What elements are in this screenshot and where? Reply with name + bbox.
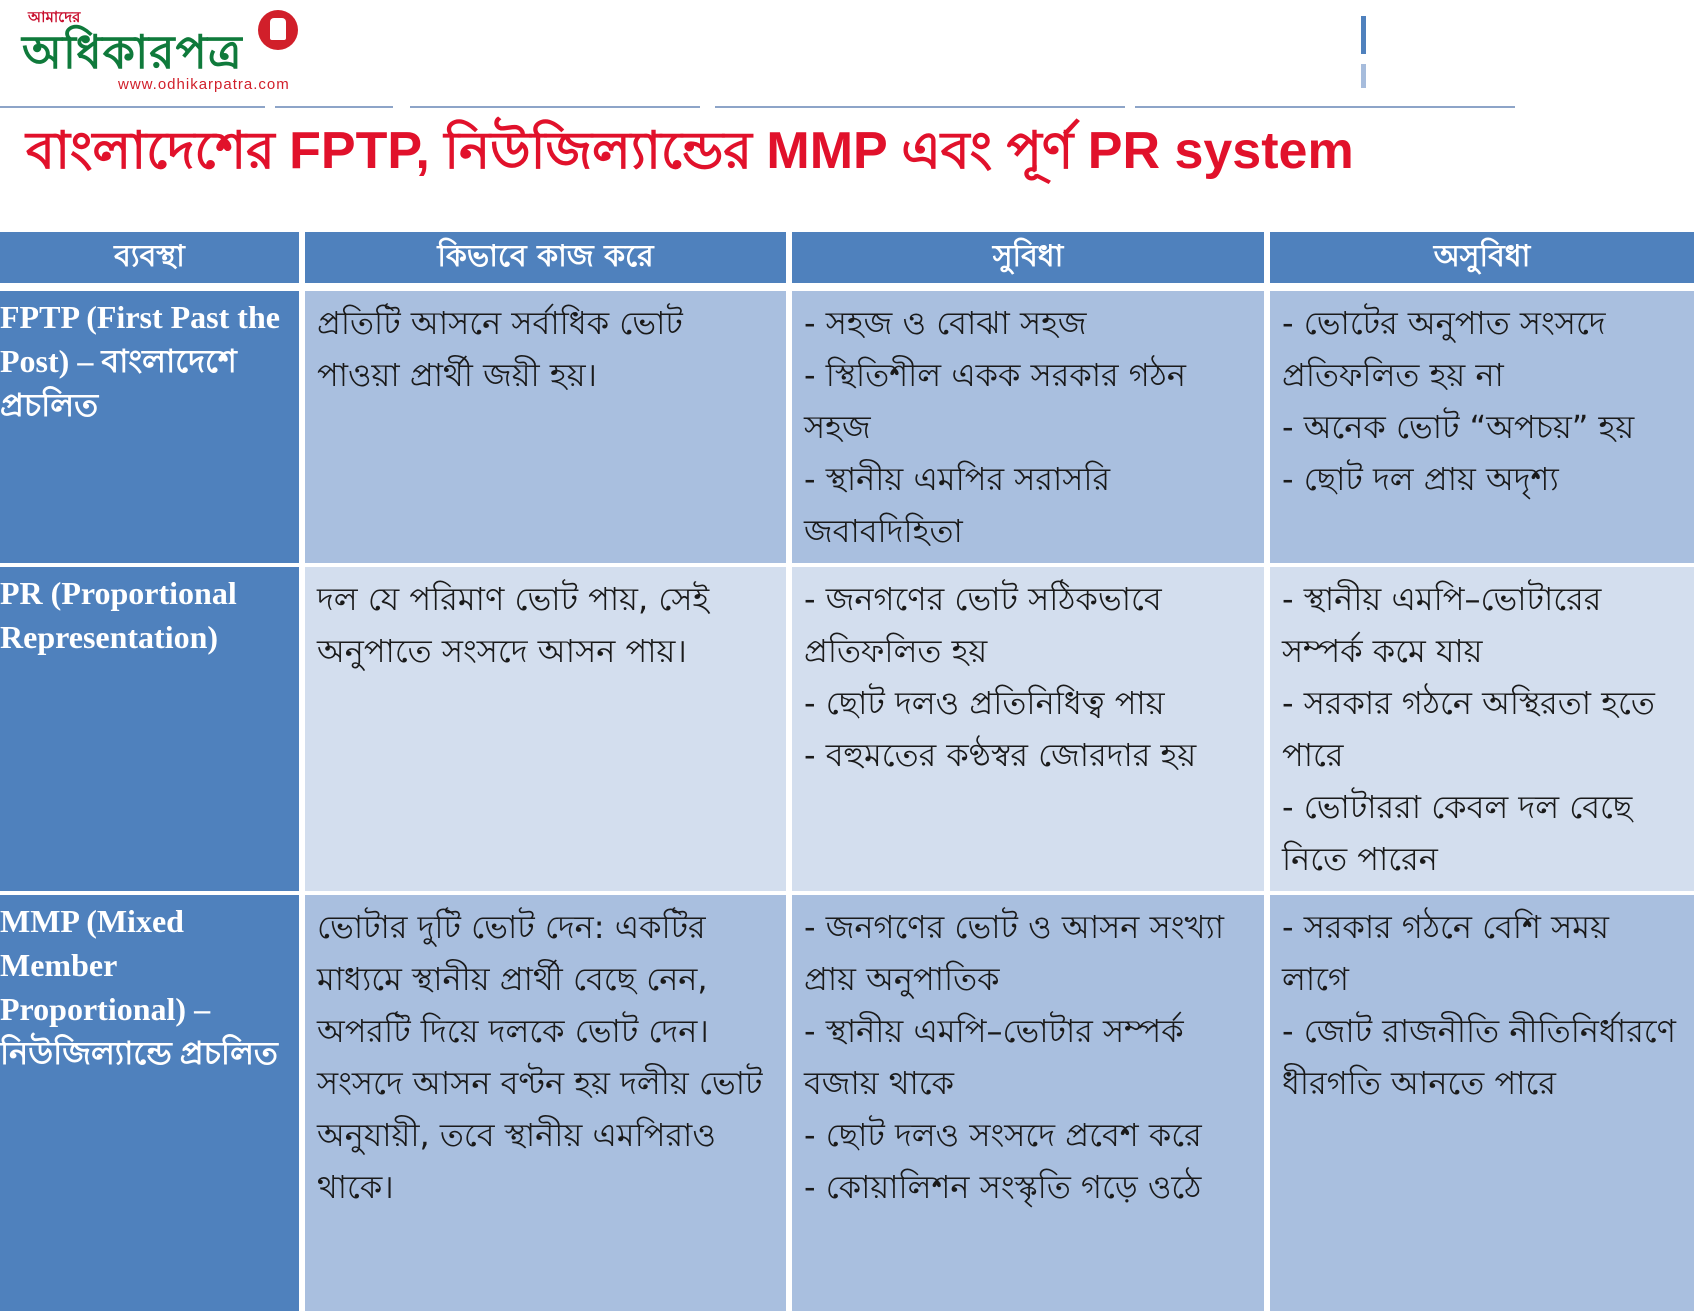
- header-divider: [1135, 106, 1515, 108]
- logo-tagline: আমাদের: [28, 8, 81, 26]
- cell-line: - ছোট দলও প্রতিনিধিত্ব পায়: [804, 684, 1165, 722]
- cell-line: - সরকার গঠনে অস্থিরতা হতে পারে: [1282, 684, 1655, 774]
- column-header: কিভাবে কাজ করে: [305, 232, 792, 291]
- cell-line: - স্থিতিশীল একক সরকার গঠন সহজ: [804, 356, 1186, 446]
- cell-line: - সহজ ও বোঝা সহজ: [804, 304, 1087, 342]
- system-name-cell: MMP (Mixed Member Proportional) – নিউজিল্যান্ডে প্রচলিত: [0, 895, 305, 1315]
- header-divider: [0, 106, 265, 108]
- cell-line: - জোট রাজনীতি নীতিনির্ধারণে ধীরগতি আনতে পারে: [1282, 1012, 1677, 1102]
- cell-line: দল যে পরিমাণ ভোট পায়, সেই অনুপাতে সংসদে আসন পায়।: [317, 580, 710, 670]
- cell-line: - স্থানীয় এমপির সরাসরি জবাবদিহিতা: [804, 460, 1111, 550]
- cell-line: - কোয়ালিশন সংস্কৃতি গড়ে ওঠে: [804, 1168, 1202, 1206]
- cell-line: - ছোট দল প্রায় অদৃশ্য: [1282, 460, 1559, 498]
- system-name-cell: PR (Proportional Representation): [0, 567, 305, 895]
- disadvantages-cell: [1270, 291, 1694, 567]
- table-header-row: [0, 232, 1694, 291]
- raised-fist-icon: [258, 10, 298, 50]
- header-divider: [410, 106, 700, 108]
- cell-line: - স্থানীয় এমপি–ভোটারের সম্পর্ক কমে যায়: [1282, 580, 1602, 670]
- cell-line: - জনগণের ভোট সঠিকভাবে প্রতিফলিত হয়: [804, 580, 1162, 670]
- cell-line: - ছোট দলও সংসদে প্রবেশ করে: [804, 1116, 1202, 1154]
- column-header: অসুবিধা: [1270, 232, 1694, 291]
- cell-line: - বহুমতের কণ্ঠস্বর জোরদার হয়: [804, 736, 1197, 774]
- table-row: [0, 895, 1694, 1315]
- system-name-cell: FPTP (First Past the Post) – বাংলাদেশে প্রচলিত: [0, 291, 305, 567]
- advantages-cell: [792, 291, 1270, 567]
- column-header: ব্যবস্থা: [0, 232, 305, 291]
- table-row: [0, 291, 1694, 567]
- page-title: বাংলাদেশের FPTP, নিউজিল্যান্ডের MMP এবং পূর্ণ PR system: [26, 122, 1354, 180]
- accent-bar-top: [1361, 16, 1366, 54]
- cell-line: - ভোটের অনুপাত সংসদে প্রতিফলিত হয় না: [1282, 304, 1606, 394]
- cell-line: - সরকার গঠনে বেশি সময় লাগে: [1282, 908, 1609, 998]
- site-logo[interactable]: [22, 4, 402, 94]
- cell-line: - জনগণের ভোট ও আসন সংখ্যা প্রায় অনুপাতিক: [804, 908, 1225, 998]
- cell-line: প্রতিটি আসনে সর্বাধিক ভোট পাওয়া প্রার্থী জয়ী হয়।: [317, 304, 683, 394]
- how-it-works-cell: [305, 567, 792, 895]
- accent-bar-bottom: [1361, 64, 1366, 88]
- table-row: [0, 567, 1694, 895]
- advantages-cell: [792, 895, 1270, 1315]
- how-it-works-cell: [305, 895, 792, 1315]
- cell-line: সংসদে আসন বণ্টন হয় দলীয় ভোট অনুযায়ী, তবে স্থানীয় এমপিরাও থাকে।: [317, 1064, 763, 1206]
- disadvantages-cell: [1270, 895, 1694, 1315]
- logo-url: www.odhikarpatra.com: [118, 76, 290, 93]
- column-header: সুবিধা: [792, 232, 1270, 291]
- header-divider: [715, 106, 1125, 108]
- disadvantages-cell: [1270, 567, 1694, 895]
- comparison-table: [0, 232, 1694, 1315]
- header-divider: [275, 106, 393, 108]
- cell-line: ভোটার দুটি ভোট দেন: একটির মাধ্যমে স্থানীয় প্রার্থী বেছে নেন, অপরটি দিয়ে দলকে ভোট দেন।: [317, 908, 709, 1050]
- cell-line: - স্থানীয় এমপি–ভোটার সম্পর্ক বজায় থাকে: [804, 1012, 1184, 1102]
- cell-line: - ভোটাররা কেবল দল বেছে নিতে পারেন: [1282, 788, 1633, 878]
- logo-brand-text: অধিকারপত্র: [22, 25, 243, 79]
- advantages-cell: [792, 567, 1270, 895]
- cell-line: - অনেক ভোট “অপচয়” হয়: [1282, 408, 1635, 446]
- how-it-works-cell: [305, 291, 792, 567]
- site-header: [0, 0, 1694, 110]
